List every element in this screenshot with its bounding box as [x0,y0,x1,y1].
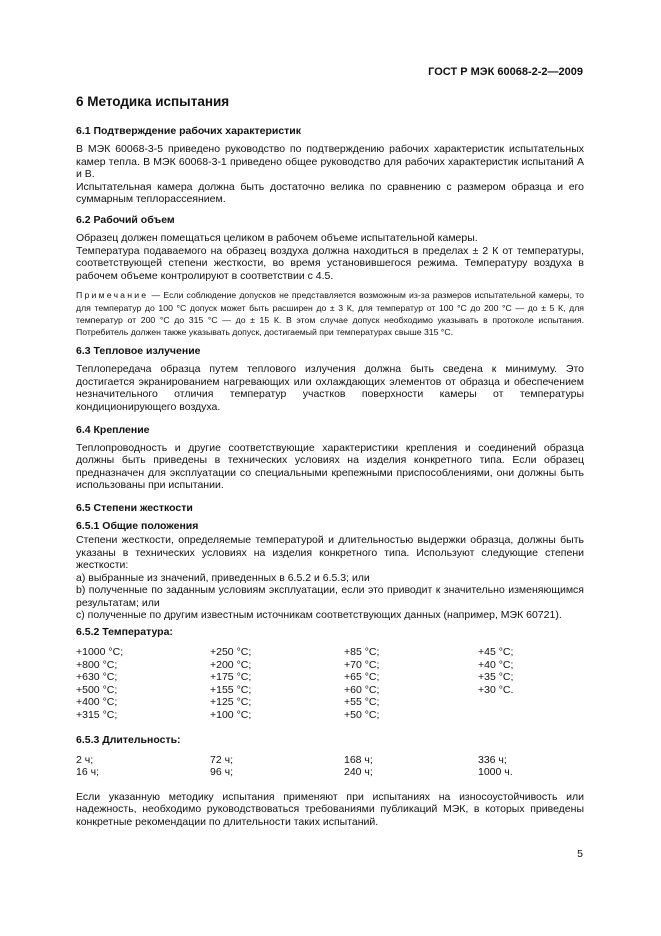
paragraph: В МЭК 60068-3-5 приведено руководство по подтверждению рабочих характеристик испытательных камер тепла. В МЭК 60068-3-1 приведено общее руководство для рабочих характеристик испытаний А и В. [76,143,584,181]
temperature-column [210,646,344,722]
duration-value: 1000 ч. [478,766,513,779]
temperature-value: +500 °С; [76,683,118,696]
paragraph: Если указанную методику испытания применяют при испытаниях на износоустойчивость или надежность, необходимо руководствоваться требованиями публикаций МЭК, в которых приведены конкретные рекомендации по длительности таких испытаний. [76,790,584,828]
paragraph: Образец должен помещаться целиком в рабочем объеме испытательной камеры. [76,231,478,244]
temperature-value: +55 °С; [344,696,380,709]
list-item: b) полученные по заданным условиям эксплуатации, если это приводит к значительно изменяющимся результатам; или [76,584,584,609]
temperature-value: +85 °С; [344,646,380,659]
temperature-value: +200 °С; [210,658,252,671]
temperature-value: +315 °С; [76,709,118,722]
list-item: a) выбранные из значений, приведенных в 6.5.2 и 6.5.3; или [76,571,370,584]
temperature-value [478,709,584,722]
temperature-value: +70 °С; [344,658,380,671]
subsection-6-2-title: 6.2 Рабочий объем [76,213,175,226]
temperature-value [478,696,584,709]
paragraph: Испытательная камера должна быть достаточно велика по сравнению с размером образца и его суммарным теплорассеянием. [76,180,584,206]
duration-value: 336 ч; [478,753,507,766]
subsection-6-5-title: 6.5 Степени жесткости [76,501,193,514]
temperature-value: +175 °С; [210,671,252,684]
temperature-value: +60 °С; [344,683,380,696]
duration-value: 96 ч; [210,766,233,779]
paragraph: Теплопроводность и другие соответствующие характеристики крепления и соединений образца должны быть приведены в технических условиях на изделия конкретного типа. Если образец предназначен для эксплуатации со специальными крепежными приспособлениями, они должны быть использованы при испытании. [76,441,584,492]
page-number: 5 [577,848,583,860]
duration-column [210,754,344,779]
temperature-value: +400 °С; [76,696,118,709]
duration-values [76,754,584,779]
temperature-value: +1000 °С; [76,646,124,659]
temperature-column [478,646,584,722]
temperature-value: +35 °С; [478,671,514,684]
temperature-column [344,646,478,722]
temperature-value: +45 °С; [478,646,514,659]
duration-value: 16 ч; [76,766,99,779]
paragraph: Теплопередача образца путем теплового излучения должна быть сведена к минимуму. Это достигается экранированием нагревающих или охлаждающих элементов от образца и обеспечением незначительного отличия температур участков поверхности камеры от температуры кондиционирующего воздуха. [76,363,584,413]
temperature-value: +800 °С; [76,658,118,671]
duration-value: 2 ч; [76,753,94,766]
temperature-value: +50 °С; [344,709,380,722]
temperature-value: +250 °С; [210,646,252,659]
duration-column [76,754,210,779]
paragraph: Температура подаваемого на образец воздуха должна находиться в пределах ± 2 К от температуры, соответствующей степени жесткости, во время установившегося режима. Температуру воздуха в рабочем объеме контролируют в соответствии с 4.5. [76,244,584,282]
subsection-6-3-title: 6.3 Тепловое излучение [76,345,201,358]
subsection-6-5-2-title: 6.5.2 Температура: [76,626,173,639]
list-item: c) полученные по другим известным источникам соответствующих данных (например, МЭК 60721). [76,609,562,622]
note-text: — Если соблюдение допусков не представляется возможным из-за размеров испытательной камеры, то для температур до 100 °С допуск может быть расширен до ± 3 К, для температур от 100 °С до 200 °С — до ± 5 К, для температур от 200 °С до 315 °С — до ± 15 К. В этом случае допуск необходимо указывать в протоколе испытания. Потребитель должен также указывать допуск, достигаемый при температурах свыше 315 °С. [76,290,584,337]
subsection-6-5-3-title: 6.5.3 Длительность: [76,733,181,746]
temperature-values [76,646,584,722]
temperature-column [76,646,210,722]
duration-column [478,754,584,779]
note [76,289,584,338]
temperature-value: +100 °С; [210,709,252,722]
subsection-6-1-title: 6.1 Подтверждение рабочих характеристик [76,125,302,137]
subsection-6-4-title: 6.4 Крепление [76,423,150,436]
duration-value: 240 ч; [344,766,373,779]
paragraph: Степени жесткости, определяемые температурой и длительностью выдержки образца, должны быть указаны в технических условиях на изделия конкретного типа. Используют следующие степени жесткости: [76,533,584,572]
duration-value: 168 ч; [344,753,373,766]
page-content [76,94,584,829]
temperature-value: +40 °С; [478,658,514,671]
note-label: Примечание [76,290,149,301]
duration-column [344,754,478,779]
duration-value: 72 ч; [210,753,233,766]
subsection-6-5-1-title: 6.5.1 Общие положения [76,519,199,532]
temperature-value: +65 °С; [344,671,380,684]
temperature-value: +155 °С; [210,683,252,696]
section-title: 6 Методика испытания [76,94,230,109]
temperature-value: +125 °С; [210,696,252,709]
temperature-value: +630 °С; [76,671,118,684]
document-header: ГОСТ Р МЭК 60068-2-2—2009 [428,66,583,78]
temperature-value: +30 °С. [478,683,514,696]
